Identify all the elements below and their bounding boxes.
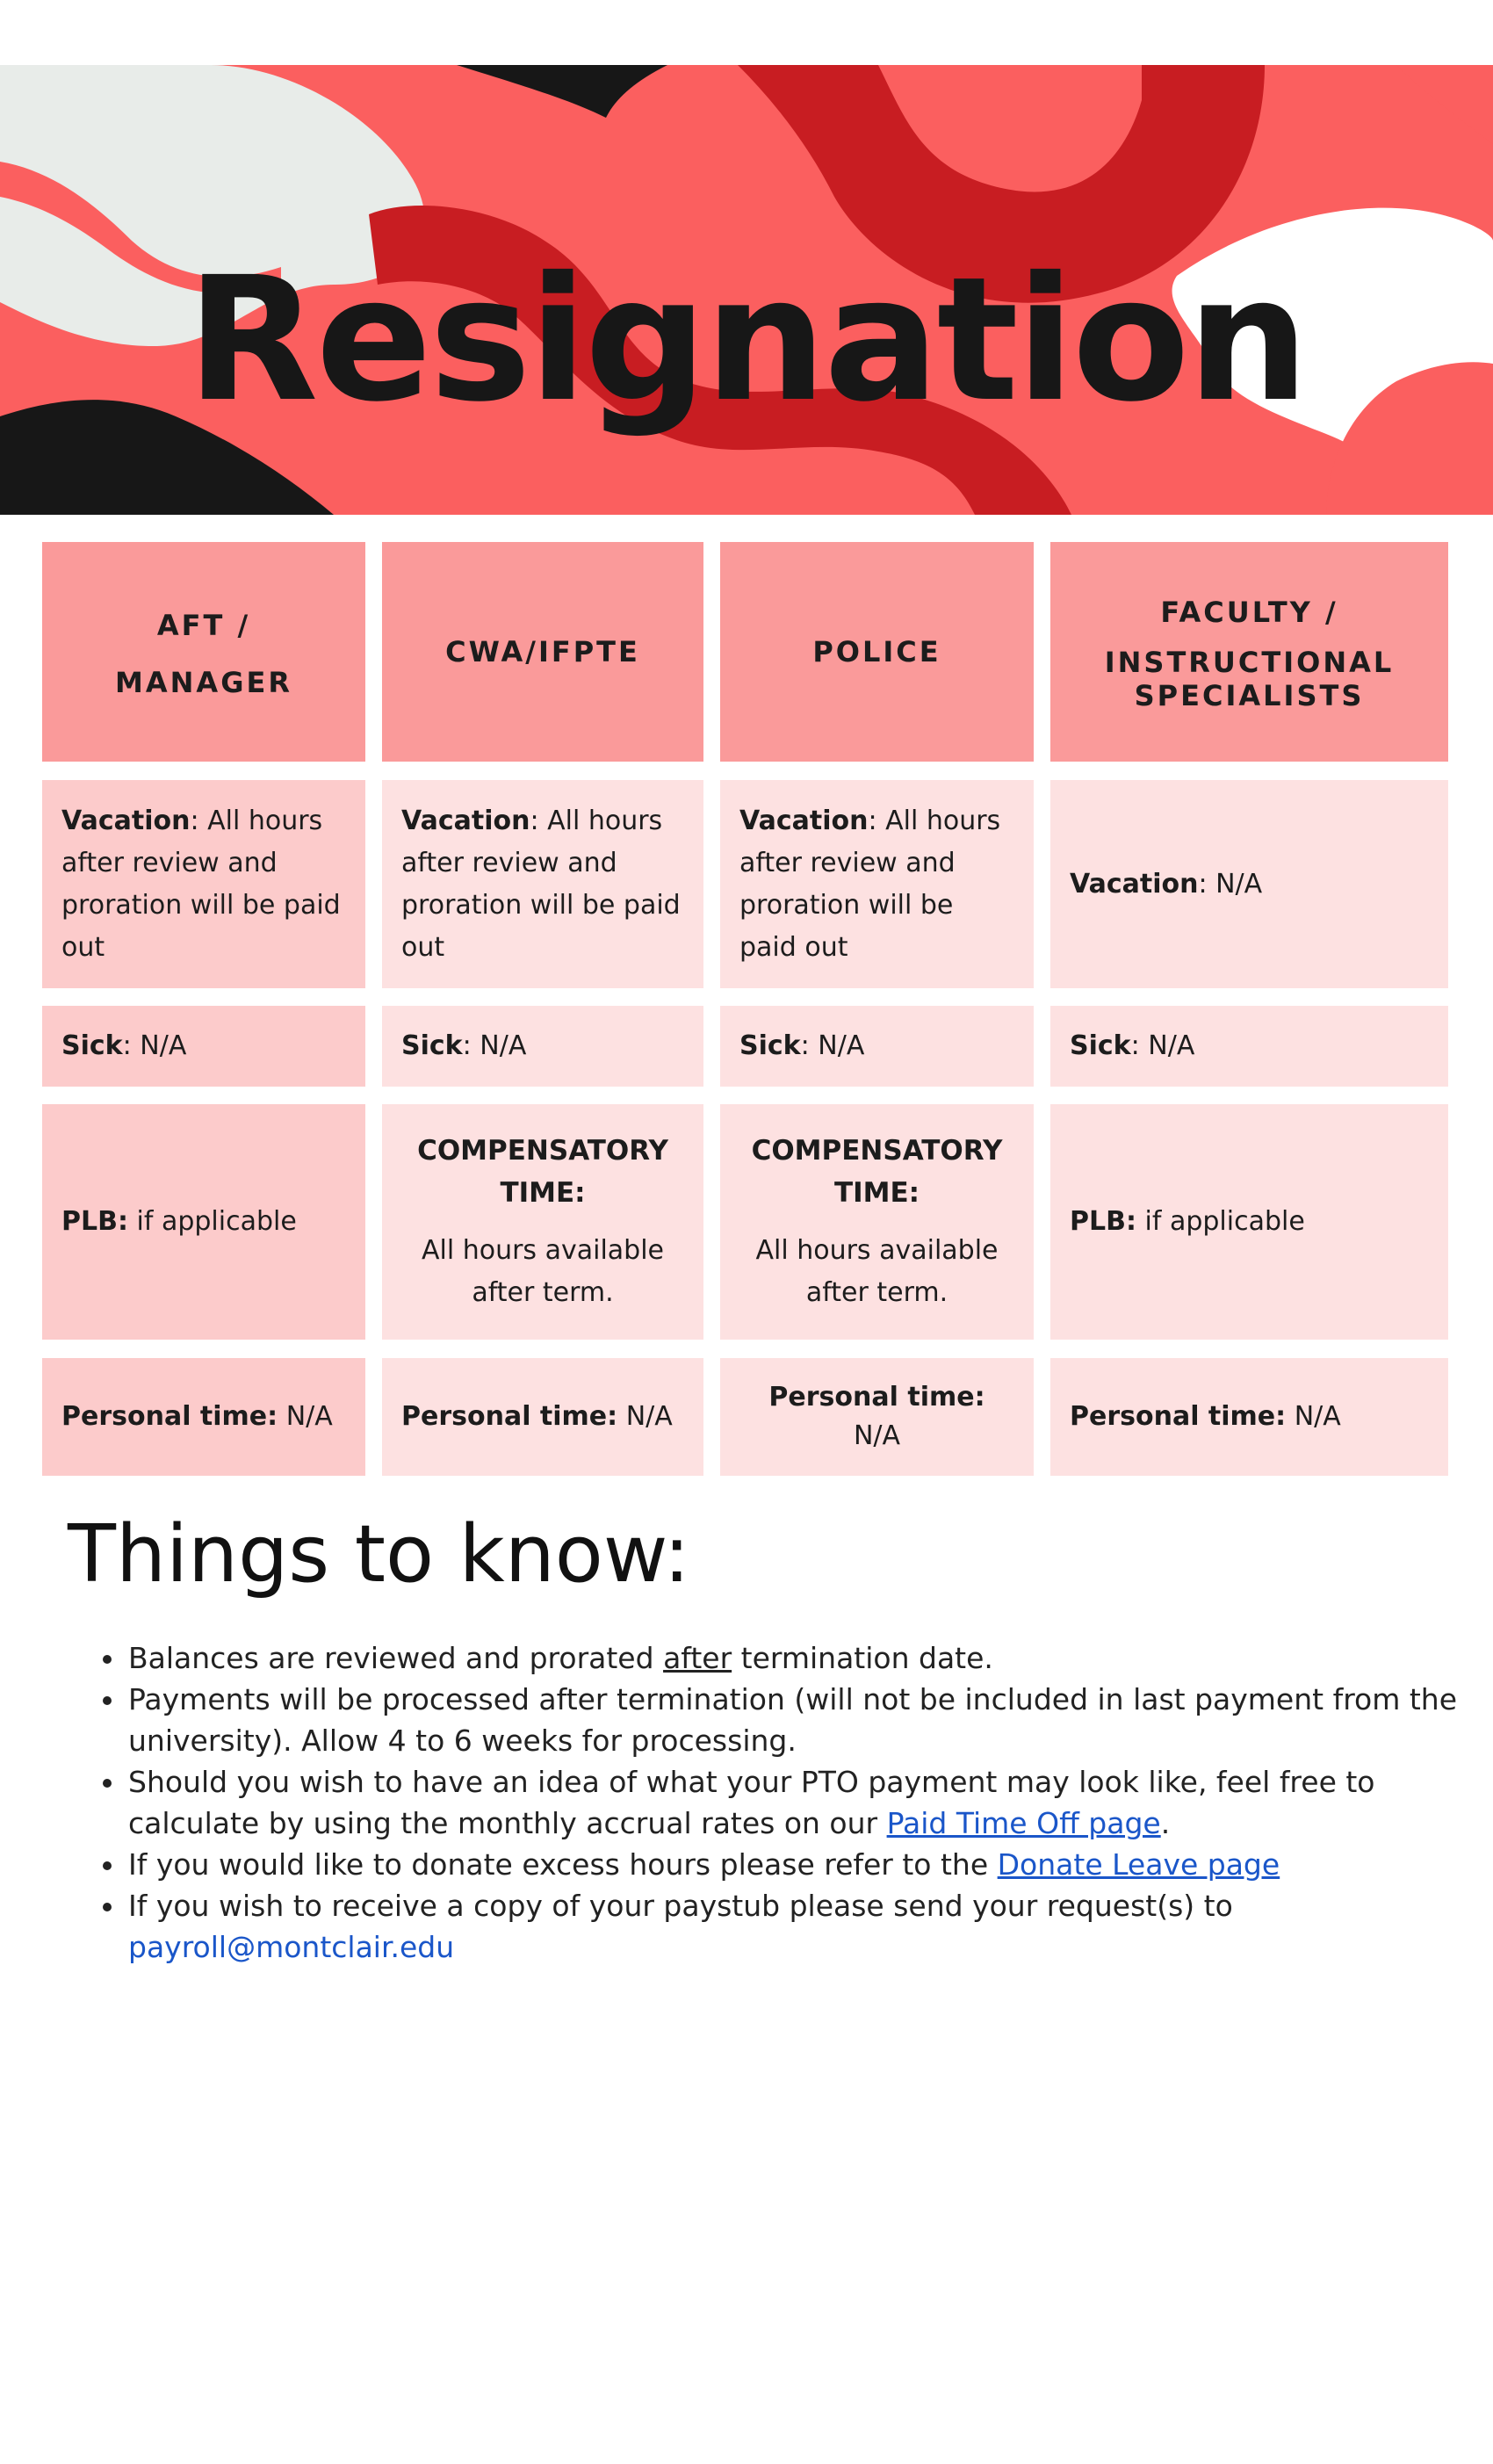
compensatory-title: COMPENSATORY TIME: (751, 1135, 1003, 1209)
vacation-cell-aft-manager (42, 780, 365, 988)
vacation-cell-cwa-ifpte (382, 780, 703, 988)
column-header-line1: FACULTY / (1160, 596, 1338, 629)
personal-value: N/A (1286, 1401, 1341, 1432)
personal-label: Personal time: (1070, 1401, 1287, 1432)
sick-label: Sick (401, 1030, 463, 1061)
compensatory-cell-cwa-ifpte (382, 1104, 703, 1340)
personal-cell-aft-manager (42, 1358, 365, 1476)
sick-value: : N/A (800, 1030, 865, 1061)
cell-text (1070, 1025, 1429, 1067)
sick-label: Sick (739, 1030, 801, 1061)
column-header-line2: CWA/IFPTE (445, 635, 640, 668)
list-item (126, 1885, 1461, 1968)
cell-text (61, 800, 346, 969)
compensatory-title: COMPENSATORY TIME: (417, 1135, 668, 1209)
sick-cell-aft-manager (42, 1006, 365, 1087)
column-header-aft-manager (42, 542, 365, 762)
personal-cell-faculty (1050, 1358, 1448, 1476)
item-emphasis: after (663, 1641, 732, 1675)
column-header-police (720, 542, 1034, 762)
item-text: Balances are reviewed and prorated (128, 1641, 664, 1675)
cell-text (401, 1396, 684, 1438)
cell-text (61, 1396, 346, 1438)
things-to-know-list (88, 1637, 1461, 1968)
vacation-label: Vacation (1070, 868, 1199, 900)
item-text: termination date. (732, 1641, 993, 1675)
cell-text (1070, 1201, 1429, 1243)
vacation-value: : N/A (1198, 868, 1263, 900)
page-title: Resignation (186, 240, 1307, 439)
column-header-line2: POLICE (812, 635, 941, 668)
list-item (126, 1679, 1461, 1761)
cell-text (61, 1201, 346, 1243)
vacation-label: Vacation (61, 805, 191, 836)
plb-value: if applicable (127, 1206, 297, 1237)
personal-cell-police (720, 1358, 1034, 1476)
personal-value: N/A (853, 1420, 901, 1451)
cell-text (739, 800, 1014, 969)
vacation-cell-police (720, 780, 1034, 988)
vacation-cell-faculty (1050, 780, 1448, 988)
personal-label: Personal time: (401, 1401, 618, 1432)
donate-leave-link[interactable]: Donate Leave page (997, 1847, 1280, 1882)
item-text: Should you wish to have an idea of what your PTO payment may look like, feel free to calculate by using the monthly accrual rates on our (128, 1765, 1375, 1840)
personal-label: Personal time: (768, 1382, 985, 1413)
plb-cell-faculty (1050, 1104, 1448, 1340)
list-item (126, 1844, 1461, 1885)
cell-text (61, 1025, 346, 1067)
cell-text (739, 1025, 1014, 1067)
paid-time-off-link[interactable]: Paid Time Off page (886, 1806, 1161, 1840)
sick-label: Sick (1070, 1030, 1131, 1061)
vacation-value: : All hours after review and proration will be paid out (61, 805, 341, 963)
personal-cell-cwa-ifpte (382, 1358, 703, 1476)
compensatory-value: All hours available after term. (755, 1235, 999, 1308)
column-header-cwa-ifpte (382, 542, 703, 762)
cell-text (401, 1025, 684, 1067)
sick-cell-cwa-ifpte (382, 1006, 703, 1087)
column-header-faculty (1050, 542, 1448, 762)
plb-cell-aft-manager (42, 1104, 365, 1340)
sick-value: : N/A (122, 1030, 187, 1061)
vacation-label: Vacation (401, 805, 530, 836)
sick-value: : N/A (1130, 1030, 1195, 1061)
plb-value: if applicable (1136, 1206, 1305, 1237)
compensatory-value: All hours available after term. (421, 1235, 665, 1308)
item-text: If you would like to donate excess hours please refer to the (128, 1847, 998, 1882)
cell-text (1070, 863, 1429, 906)
personal-label: Personal time: (61, 1401, 278, 1432)
plb-label: PLB: (61, 1206, 128, 1237)
column-header-line1: AFT / (156, 609, 251, 642)
item-text: If you wish to receive a copy of your paystub please send your request(s) to (128, 1889, 1233, 1923)
list-item (126, 1637, 1461, 1679)
vacation-label: Vacation (739, 805, 869, 836)
plb-label: PLB: (1070, 1206, 1136, 1237)
sick-cell-faculty (1050, 1006, 1448, 1087)
cell-text (401, 800, 684, 969)
payroll-email-link[interactable]: payroll@montclair.edu (128, 1930, 455, 1964)
column-header-line2: MANAGER (115, 666, 292, 699)
personal-value: N/A (278, 1401, 333, 1432)
cell-text (1070, 1396, 1429, 1438)
list-item (126, 1761, 1461, 1844)
column-header-line2: INSTRUCTIONAL SPECIALISTS (1104, 646, 1395, 712)
item-text: Payments will be processed after termination (will not be included in last payment from the university). Allow 4 to 6 weeks for processing. (128, 1682, 1458, 1758)
item-text: . (1160, 1806, 1171, 1840)
vacation-value: : All hours after review and proration will be paid out (739, 805, 1001, 963)
sick-cell-police (720, 1006, 1034, 1087)
vacation-value: : All hours after review and proration will be paid out (401, 805, 681, 963)
personal-value: N/A (617, 1401, 673, 1432)
title-banner (0, 65, 1493, 515)
sick-value: : N/A (462, 1030, 527, 1061)
things-to-know-heading: Things to know: (68, 1508, 690, 1601)
compensatory-cell-police (720, 1104, 1034, 1340)
sick-label: Sick (61, 1030, 123, 1061)
